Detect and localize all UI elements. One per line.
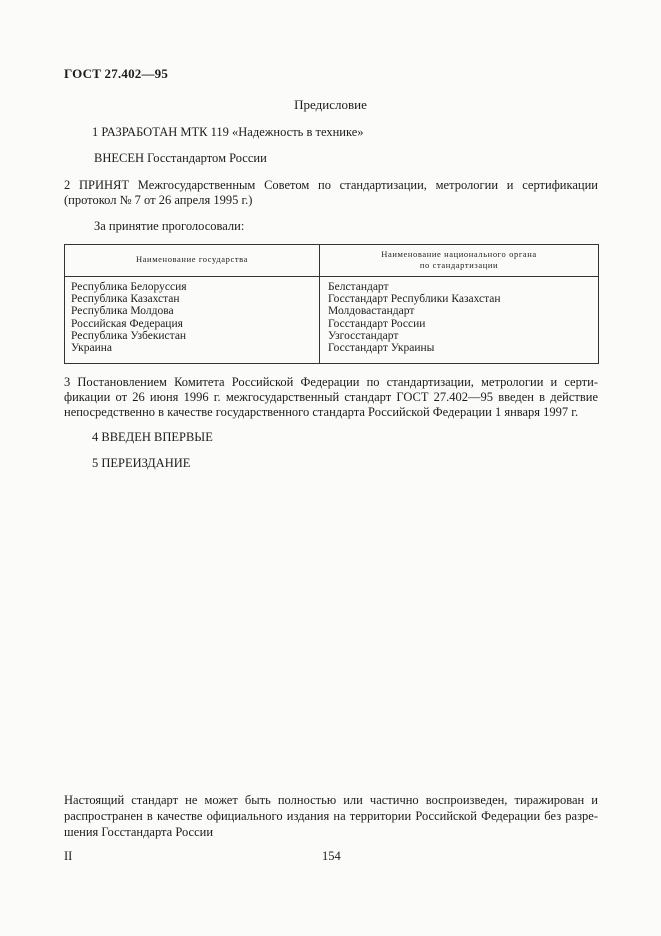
table-cell-org: Молдовастандарт [328, 305, 415, 318]
table-cell-org: Узгосстандарт [328, 329, 399, 342]
table-cell-state: Республика Казахстан [71, 293, 180, 306]
roman-page-number: II [64, 849, 73, 863]
item-2-line-2: (протокол № 7 от 26 апреля 1995 г.) [64, 193, 253, 207]
table-cell-state: Республика Узбекистан [71, 329, 187, 342]
table-cell-state: Республика Белоруссия [71, 281, 187, 293]
voting-table [64, 244, 599, 364]
document-code: ГОСТ 27.402—95 [64, 66, 169, 81]
table-header-org [320, 249, 598, 271]
item-3-line-2: фикации от 26 июня 1996 г. межгосударственный стандарт ГОСТ 27.402—95 введен в действие [64, 390, 598, 404]
table-cell-org: Белстандарт [328, 281, 389, 293]
item-3-line-3: непосредственно в качестве государственного стандарта Российской Федерации 1 января 1997 г. [64, 405, 579, 419]
table-cell-org: Госстандарт России [328, 317, 426, 330]
table-cell-org: Госстандарт Республики Казахстан [328, 293, 501, 306]
table-cell-state: Украина [71, 342, 112, 355]
notice-line-2: распространен в качестве официального издания на территории Российской Федерации без разре- [64, 809, 598, 823]
item-3-line-1: 3 Постановлением Комитета Российской Федерации по стандартизации, метрологии и серти- [64, 375, 598, 389]
notice-line-3: шения Госстандарта России [64, 825, 214, 839]
table-column-states [71, 281, 187, 354]
page-title: Предисловие [294, 97, 367, 112]
table-header-state: Наименование государства [135, 254, 249, 264]
item-4-introduced-first: 4 ВВЕДЕН ВПЕРВЫЕ [92, 430, 213, 444]
table-column-orgs [328, 281, 501, 354]
table-cell-state: Российская Федерация [71, 317, 183, 330]
item-2-line-1: 2 ПРИНЯТ Межгосударственным Советом по стандартизации, метрологии и сертификации [64, 178, 598, 192]
item-1-introduced: ВНЕСЕН Госстандартом России [94, 151, 267, 165]
table-header-org-line-1: Наименование национального органа [381, 249, 537, 259]
notice-line-1: Настоящий стандарт не может быть полностью или частично воспроизведен, тиражирован и [64, 793, 598, 807]
table-cell-org: Госстандарт Украины [328, 342, 435, 355]
item-1-developed: 1 РАЗРАБОТАН МТК 119 «Надежность в технике» [92, 125, 364, 139]
table-header-org-line-2: по стандартизации [419, 260, 499, 270]
item-5-reissue: 5 ПЕРЕИЗДАНИЕ [92, 456, 191, 470]
table-cell-state: Республика Молдова [71, 305, 174, 318]
page-number: 154 [322, 849, 341, 863]
voted-label: За принятие проголосовали: [94, 219, 245, 233]
table-header-divider [65, 276, 598, 277]
